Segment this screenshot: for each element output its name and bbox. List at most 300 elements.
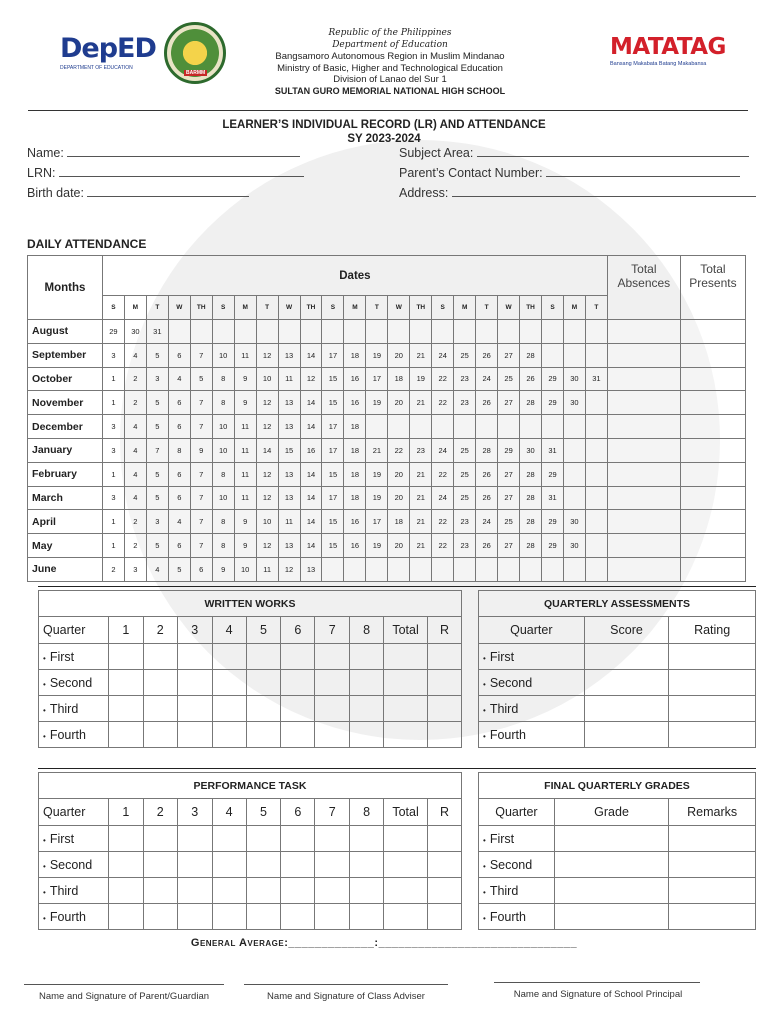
day-cell[interactable]: 7 (190, 534, 212, 558)
day-cell[interactable]: 11 (234, 343, 256, 367)
day-cell[interactable]: 24 (432, 486, 454, 510)
day-cell[interactable]: 10 (212, 415, 234, 439)
total-absences-cell[interactable] (607, 343, 680, 367)
grade-cell[interactable] (246, 722, 281, 748)
grade-cell[interactable] (554, 904, 668, 930)
day-cell[interactable]: 15 (278, 438, 300, 462)
day-cell[interactable]: 3 (102, 343, 124, 367)
day-cell[interactable]: 17 (366, 510, 388, 534)
day-cell[interactable]: 21 (410, 343, 432, 367)
grade-cell[interactable] (108, 852, 143, 878)
total-presents-cell[interactable] (680, 462, 745, 486)
day-cell[interactable]: 10 (234, 557, 256, 581)
day-cell[interactable]: 14 (300, 415, 322, 439)
day-cell[interactable]: 3 (102, 438, 124, 462)
grade-cell[interactable] (143, 644, 177, 670)
total-absences-cell[interactable] (607, 462, 680, 486)
day-cell[interactable]: 12 (278, 557, 300, 581)
day-cell[interactable]: 3 (102, 486, 124, 510)
day-cell[interactable]: 13 (278, 462, 300, 486)
day-cell[interactable]: 2 (124, 391, 146, 415)
day-cell[interactable]: 29 (498, 438, 520, 462)
day-cell[interactable]: 5 (146, 486, 168, 510)
day-cell[interactable]: 6 (168, 462, 190, 486)
day-cell[interactable]: 8 (212, 367, 234, 391)
day-cell[interactable]: 14 (300, 462, 322, 486)
adviser-signature-line[interactable] (244, 984, 448, 985)
day-cell[interactable]: 21 (410, 462, 432, 486)
day-cell[interactable]: 14 (300, 510, 322, 534)
day-cell[interactable]: 13 (300, 557, 322, 581)
grade-cell[interactable] (350, 722, 384, 748)
grade-cell[interactable] (384, 696, 428, 722)
grade-cell[interactable] (108, 826, 143, 852)
day-cell[interactable]: 3 (124, 557, 146, 581)
day-cell[interactable]: 12 (256, 343, 278, 367)
grade-cell[interactable] (428, 826, 462, 852)
day-cell[interactable]: 4 (124, 486, 146, 510)
day-cell[interactable]: 7 (190, 462, 212, 486)
day-cell[interactable]: 8 (212, 510, 234, 534)
day-cell[interactable]: 7 (190, 486, 212, 510)
grade-cell[interactable] (315, 722, 350, 748)
grade-cell[interactable] (281, 722, 315, 748)
grade-cell[interactable] (143, 878, 177, 904)
grade-cell[interactable] (177, 644, 212, 670)
grade-cell[interactable] (246, 826, 281, 852)
day-cell[interactable]: 31 (542, 486, 564, 510)
grade-cell[interactable] (143, 826, 177, 852)
day-cell[interactable]: 14 (256, 438, 278, 462)
grade-cell[interactable] (143, 696, 177, 722)
day-cell[interactable]: 2 (102, 557, 124, 581)
grade-cell[interactable] (177, 852, 212, 878)
day-cell[interactable]: 5 (146, 462, 168, 486)
day-cell[interactable]: 25 (498, 367, 520, 391)
grade-cell[interactable] (350, 826, 384, 852)
total-absences-cell[interactable] (607, 486, 680, 510)
day-cell[interactable]: 29 (542, 367, 564, 391)
grade-cell[interactable] (281, 826, 315, 852)
day-cell[interactable]: 27 (498, 534, 520, 558)
day-cell[interactable]: 18 (344, 462, 366, 486)
grade-cell[interactable] (428, 722, 462, 748)
grade-cell[interactable] (108, 644, 143, 670)
grade-cell[interactable] (350, 644, 384, 670)
grade-cell[interactable] (108, 904, 143, 930)
day-cell[interactable]: 22 (432, 510, 454, 534)
day-cell[interactable]: 6 (168, 486, 190, 510)
day-cell[interactable]: 7 (190, 343, 212, 367)
day-cell[interactable]: 1 (102, 462, 124, 486)
grade-cell[interactable] (143, 722, 177, 748)
day-cell[interactable]: 28 (520, 486, 542, 510)
day-cell[interactable]: 23 (454, 367, 476, 391)
grade-cell[interactable] (669, 644, 756, 670)
day-cell[interactable]: 26 (476, 534, 498, 558)
day-cell[interactable]: 5 (168, 557, 190, 581)
day-cell[interactable]: 21 (410, 510, 432, 534)
day-cell[interactable]: 6 (168, 534, 190, 558)
day-cell[interactable]: 17 (322, 343, 344, 367)
grade-cell[interactable] (281, 878, 315, 904)
day-cell[interactable]: 31 (542, 438, 564, 462)
grade-cell[interactable] (669, 696, 756, 722)
total-absences-cell[interactable] (607, 320, 680, 344)
total-absences-cell[interactable] (607, 367, 680, 391)
grade-cell[interactable] (554, 826, 668, 852)
grade-cell[interactable] (315, 696, 350, 722)
day-cell[interactable]: 25 (498, 510, 520, 534)
total-absences-cell[interactable] (607, 438, 680, 462)
day-cell[interactable]: 30 (563, 391, 585, 415)
grade-cell[interactable] (246, 644, 281, 670)
grade-cell[interactable] (177, 722, 212, 748)
day-cell[interactable]: 16 (300, 438, 322, 462)
day-cell[interactable]: 14 (300, 534, 322, 558)
day-cell[interactable]: 8 (212, 534, 234, 558)
day-cell[interactable]: 14 (300, 343, 322, 367)
grade-cell[interactable] (212, 722, 246, 748)
day-cell[interactable]: 31 (585, 367, 607, 391)
day-cell[interactable]: 18 (344, 438, 366, 462)
total-presents-cell[interactable] (680, 557, 745, 581)
day-cell[interactable]: 16 (344, 391, 366, 415)
grade-cell[interactable] (177, 904, 212, 930)
day-cell[interactable]: 28 (520, 534, 542, 558)
grade-cell[interactable] (669, 904, 756, 930)
day-cell[interactable]: 20 (388, 391, 410, 415)
day-cell[interactable]: 2 (124, 510, 146, 534)
grade-cell[interactable] (281, 644, 315, 670)
grade-cell[interactable] (108, 878, 143, 904)
day-cell[interactable]: 4 (146, 557, 168, 581)
day-cell[interactable]: 9 (190, 438, 212, 462)
day-cell[interactable]: 17 (322, 438, 344, 462)
day-cell[interactable]: 14 (300, 486, 322, 510)
day-cell[interactable]: 13 (278, 534, 300, 558)
day-cell[interactable]: 18 (344, 415, 366, 439)
total-presents-cell[interactable] (680, 510, 745, 534)
day-cell[interactable]: 4 (168, 510, 190, 534)
total-absences-cell[interactable] (607, 534, 680, 558)
total-absences-cell[interactable] (607, 415, 680, 439)
grade-cell[interactable] (143, 670, 177, 696)
day-cell[interactable]: 21 (410, 391, 432, 415)
grade-cell[interactable] (281, 852, 315, 878)
day-cell[interactable]: 11 (278, 510, 300, 534)
day-cell[interactable]: 13 (278, 486, 300, 510)
day-cell[interactable]: 29 (542, 462, 564, 486)
day-cell[interactable]: 23 (454, 510, 476, 534)
grade-cell[interactable] (350, 670, 384, 696)
total-presents-cell[interactable] (680, 438, 745, 462)
grade-cell[interactable] (281, 696, 315, 722)
grade-cell[interactable] (281, 670, 315, 696)
day-cell[interactable]: 29 (542, 510, 564, 534)
day-cell[interactable]: 18 (344, 343, 366, 367)
grade-cell[interactable] (246, 904, 281, 930)
day-cell[interactable]: 12 (256, 534, 278, 558)
grade-cell[interactable] (554, 878, 668, 904)
day-cell[interactable]: 12 (300, 367, 322, 391)
day-cell[interactable]: 11 (278, 367, 300, 391)
day-cell[interactable]: 4 (168, 367, 190, 391)
grade-cell[interactable] (428, 670, 462, 696)
total-absences-cell[interactable] (607, 391, 680, 415)
grade-cell[interactable] (143, 904, 177, 930)
day-cell[interactable]: 25 (454, 438, 476, 462)
grade-cell[interactable] (584, 722, 669, 748)
day-cell[interactable]: 10 (212, 486, 234, 510)
day-cell[interactable]: 28 (520, 391, 542, 415)
parent-contact-field[interactable] (399, 166, 740, 180)
day-cell[interactable]: 17 (366, 367, 388, 391)
day-cell[interactable]: 11 (234, 438, 256, 462)
total-presents-cell[interactable] (680, 367, 745, 391)
day-cell[interactable]: 22 (432, 462, 454, 486)
day-cell[interactable]: 10 (212, 343, 234, 367)
grade-cell[interactable] (669, 878, 756, 904)
day-cell[interactable]: 29 (542, 391, 564, 415)
day-cell[interactable]: 2 (124, 367, 146, 391)
day-cell[interactable]: 17 (322, 486, 344, 510)
parent-signature-line[interactable] (24, 984, 224, 985)
day-cell[interactable]: 9 (234, 391, 256, 415)
day-cell[interactable]: 6 (190, 557, 212, 581)
day-cell[interactable]: 18 (344, 486, 366, 510)
day-cell[interactable]: 11 (234, 486, 256, 510)
day-cell[interactable]: 7 (190, 391, 212, 415)
day-cell[interactable]: 10 (256, 510, 278, 534)
grade-cell[interactable] (384, 904, 428, 930)
grade-cell[interactable] (384, 722, 428, 748)
day-cell[interactable]: 16 (344, 510, 366, 534)
day-cell[interactable]: 12 (256, 486, 278, 510)
grade-cell[interactable] (584, 644, 669, 670)
grade-cell[interactable] (315, 852, 350, 878)
name-field[interactable] (27, 146, 300, 160)
day-cell[interactable]: 13 (278, 415, 300, 439)
grade-cell[interactable] (281, 904, 315, 930)
day-cell[interactable]: 5 (146, 415, 168, 439)
day-cell[interactable]: 4 (124, 343, 146, 367)
day-cell[interactable]: 26 (476, 486, 498, 510)
day-cell[interactable]: 28 (520, 462, 542, 486)
day-cell[interactable]: 30 (124, 320, 146, 344)
day-cell[interactable]: 7 (146, 438, 168, 462)
total-presents-cell[interactable] (680, 391, 745, 415)
grade-cell[interactable] (350, 852, 384, 878)
grade-cell[interactable] (108, 696, 143, 722)
day-cell[interactable]: 5 (146, 343, 168, 367)
day-cell[interactable]: 12 (256, 415, 278, 439)
day-cell[interactable]: 11 (234, 415, 256, 439)
day-cell[interactable]: 24 (476, 367, 498, 391)
day-cell[interactable]: 11 (234, 462, 256, 486)
grade-cell[interactable] (212, 852, 246, 878)
grade-cell[interactable] (212, 670, 246, 696)
day-cell[interactable]: 1 (102, 510, 124, 534)
day-cell[interactable]: 15 (322, 510, 344, 534)
day-cell[interactable]: 27 (498, 462, 520, 486)
day-cell[interactable]: 30 (563, 534, 585, 558)
day-cell[interactable]: 2 (124, 534, 146, 558)
day-cell[interactable]: 24 (476, 510, 498, 534)
day-cell[interactable]: 20 (388, 343, 410, 367)
day-cell[interactable]: 22 (432, 391, 454, 415)
day-cell[interactable]: 18 (388, 367, 410, 391)
grade-cell[interactable] (350, 904, 384, 930)
day-cell[interactable]: 8 (212, 391, 234, 415)
total-presents-cell[interactable] (680, 486, 745, 510)
day-cell[interactable]: 27 (498, 391, 520, 415)
grade-cell[interactable] (246, 852, 281, 878)
day-cell[interactable]: 26 (476, 391, 498, 415)
total-presents-cell[interactable] (680, 343, 745, 367)
day-cell[interactable]: 27 (498, 486, 520, 510)
birth-date-field[interactable] (27, 186, 249, 200)
grade-cell[interactable] (384, 826, 428, 852)
grade-cell[interactable] (177, 670, 212, 696)
grade-cell[interactable] (584, 696, 669, 722)
grade-cell[interactable] (315, 826, 350, 852)
day-cell[interactable]: 16 (344, 534, 366, 558)
grade-cell[interactable] (315, 670, 350, 696)
day-cell[interactable]: 13 (278, 391, 300, 415)
day-cell[interactable]: 23 (410, 438, 432, 462)
grade-cell[interactable] (246, 696, 281, 722)
day-cell[interactable]: 19 (366, 534, 388, 558)
subject-area-field[interactable] (399, 146, 749, 160)
grade-cell[interactable] (143, 852, 177, 878)
day-cell[interactable]: 21 (410, 534, 432, 558)
day-cell[interactable]: 6 (168, 391, 190, 415)
day-cell[interactable]: 30 (563, 367, 585, 391)
day-cell[interactable]: 14 (300, 391, 322, 415)
day-cell[interactable]: 18 (388, 510, 410, 534)
day-cell[interactable]: 12 (256, 462, 278, 486)
day-cell[interactable]: 21 (366, 438, 388, 462)
lrn-field[interactable] (27, 166, 304, 180)
day-cell[interactable]: 28 (476, 438, 498, 462)
total-absences-cell[interactable] (607, 557, 680, 581)
grade-cell[interactable] (315, 904, 350, 930)
total-presents-cell[interactable] (680, 534, 745, 558)
grade-cell[interactable] (384, 852, 428, 878)
grade-cell[interactable] (108, 670, 143, 696)
day-cell[interactable]: 15 (322, 367, 344, 391)
day-cell[interactable]: 3 (146, 510, 168, 534)
day-cell[interactable]: 23 (454, 534, 476, 558)
grade-cell[interactable] (246, 878, 281, 904)
day-cell[interactable]: 30 (563, 510, 585, 534)
day-cell[interactable]: 7 (190, 510, 212, 534)
day-cell[interactable]: 9 (234, 534, 256, 558)
day-cell[interactable]: 11 (256, 557, 278, 581)
day-cell[interactable]: 28 (520, 510, 542, 534)
total-absences-cell[interactable] (607, 510, 680, 534)
grade-cell[interactable] (212, 878, 246, 904)
grade-cell[interactable] (428, 644, 462, 670)
day-cell[interactable]: 3 (146, 367, 168, 391)
grade-cell[interactable] (554, 852, 668, 878)
grade-cell[interactable] (584, 670, 669, 696)
day-cell[interactable]: 5 (146, 391, 168, 415)
day-cell[interactable]: 9 (234, 510, 256, 534)
day-cell[interactable]: 6 (168, 343, 190, 367)
day-cell[interactable]: 6 (168, 415, 190, 439)
grade-cell[interactable] (384, 878, 428, 904)
day-cell[interactable]: 8 (168, 438, 190, 462)
day-cell[interactable]: 25 (454, 462, 476, 486)
day-cell[interactable]: 29 (102, 320, 124, 344)
grade-cell[interactable] (669, 722, 756, 748)
day-cell[interactable]: 25 (454, 486, 476, 510)
day-cell[interactable]: 24 (432, 343, 454, 367)
grade-cell[interactable] (246, 670, 281, 696)
grade-cell[interactable] (428, 696, 462, 722)
day-cell[interactable]: 23 (454, 391, 476, 415)
grade-cell[interactable] (384, 670, 428, 696)
day-cell[interactable]: 26 (520, 367, 542, 391)
grade-cell[interactable] (108, 722, 143, 748)
grade-cell[interactable] (669, 826, 756, 852)
address-field[interactable] (399, 186, 756, 200)
principal-signature-line[interactable] (494, 982, 700, 983)
day-cell[interactable]: 15 (322, 462, 344, 486)
day-cell[interactable]: 22 (432, 534, 454, 558)
day-cell[interactable]: 21 (410, 486, 432, 510)
day-cell[interactable]: 26 (476, 343, 498, 367)
day-cell[interactable]: 12 (256, 391, 278, 415)
day-cell[interactable]: 19 (366, 462, 388, 486)
day-cell[interactable]: 15 (322, 534, 344, 558)
grade-cell[interactable] (212, 696, 246, 722)
day-cell[interactable]: 1 (102, 367, 124, 391)
grade-cell[interactable] (669, 852, 756, 878)
day-cell[interactable]: 28 (520, 343, 542, 367)
grade-cell[interactable] (350, 696, 384, 722)
day-cell[interactable]: 5 (190, 367, 212, 391)
day-cell[interactable]: 19 (366, 486, 388, 510)
day-cell[interactable]: 22 (432, 367, 454, 391)
day-cell[interactable]: 31 (146, 320, 168, 344)
day-cell[interactable]: 3 (102, 415, 124, 439)
day-cell[interactable]: 10 (256, 367, 278, 391)
day-cell[interactable]: 7 (190, 415, 212, 439)
day-cell[interactable]: 19 (366, 343, 388, 367)
day-cell[interactable]: 20 (388, 462, 410, 486)
grade-cell[interactable] (315, 644, 350, 670)
day-cell[interactable]: 1 (102, 391, 124, 415)
day-cell[interactable]: 25 (454, 343, 476, 367)
day-cell[interactable]: 20 (388, 534, 410, 558)
day-cell[interactable]: 30 (520, 438, 542, 462)
day-cell[interactable]: 17 (322, 415, 344, 439)
day-cell[interactable]: 13 (278, 343, 300, 367)
grade-cell[interactable] (212, 826, 246, 852)
total-presents-cell[interactable] (680, 415, 745, 439)
grade-cell[interactable] (350, 878, 384, 904)
day-cell[interactable]: 29 (542, 534, 564, 558)
day-cell[interactable]: 16 (344, 367, 366, 391)
grade-cell[interactable] (428, 878, 462, 904)
day-cell[interactable]: 22 (388, 438, 410, 462)
grade-cell[interactable] (428, 852, 462, 878)
day-cell[interactable]: 8 (212, 462, 234, 486)
grade-cell[interactable] (428, 904, 462, 930)
